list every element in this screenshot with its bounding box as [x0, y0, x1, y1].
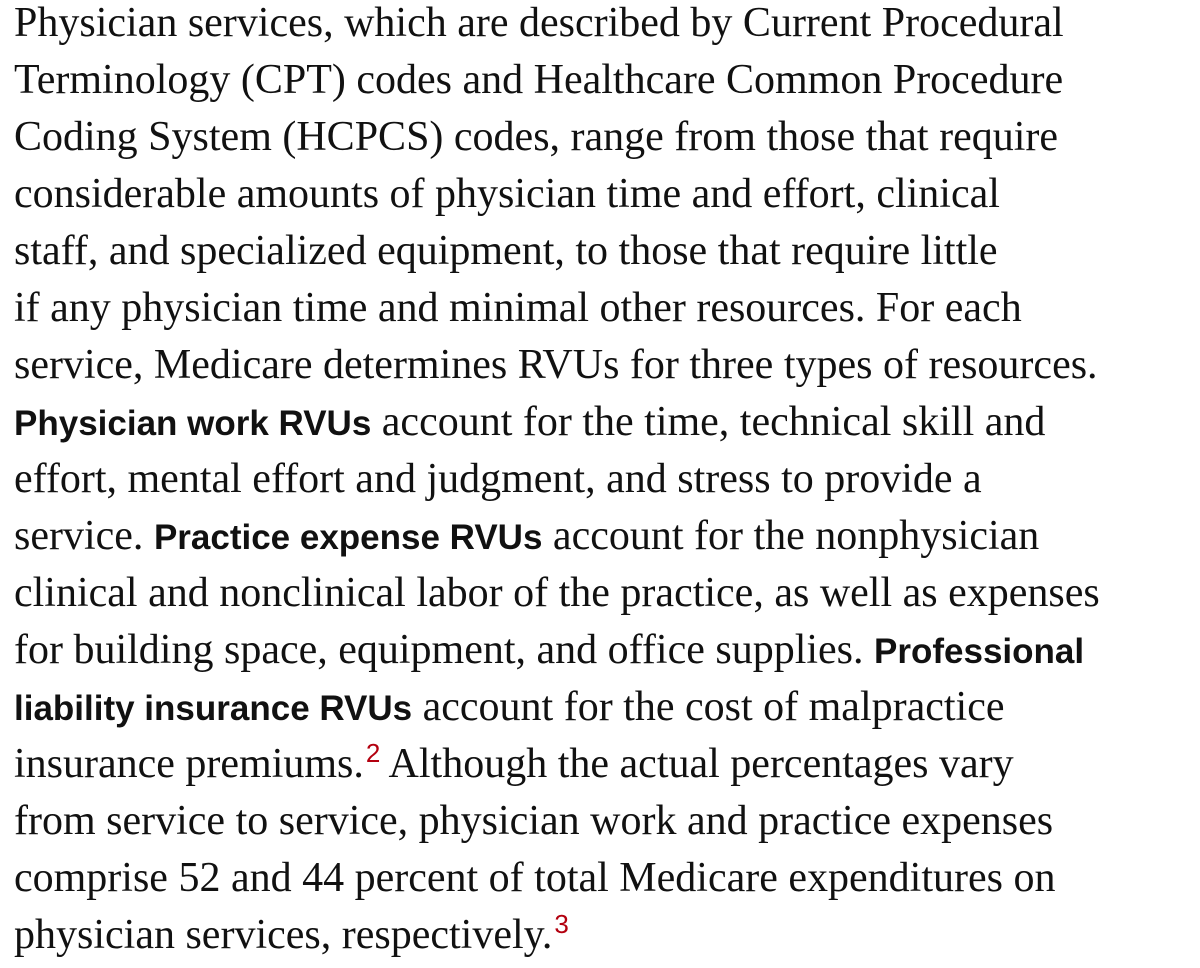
paragraph-line-3: Coding System (HCPCS) codes, range from those that require — [14, 114, 1059, 160]
line-text: physician services, respectively. — [14, 912, 553, 958]
line-text: Although the actual percentages vary — [380, 741, 1014, 787]
line-text: insurance premiums. — [14, 741, 364, 787]
term-practice-expense-rvus: Practice expense RVUs — [153, 518, 543, 557]
paragraph-line-4: considerable amounts of physician time and effort, clinical — [14, 171, 1000, 217]
paragraph-line-16: comprise 52 and 44 percent of total Medicare expenditures on — [14, 855, 1056, 901]
paragraph-line-9: effort, mental effort and judgment, and stress to provide a — [14, 456, 982, 502]
paragraph-line-8 — [14, 393, 1045, 453]
paragraph-line-12 — [14, 621, 1084, 681]
paragraph-line-13 — [14, 678, 1005, 738]
term-professional: Professional — [874, 632, 1085, 671]
paragraph-line-2: Terminology (CPT) codes and Healthcare Common Procedure — [14, 57, 1064, 103]
line-text: for building space, equipment, and office supplies. — [14, 627, 875, 673]
paragraph-line-6: if any physician time and minimal other resources. For each — [14, 285, 1022, 331]
paragraph-line-15: from service to service, physician work and practice expenses — [14, 798, 1054, 844]
paragraph-line-17 — [14, 906, 569, 968]
paragraph-line-10 — [14, 507, 1039, 567]
line-text: account for the nonphysician — [542, 513, 1040, 559]
line-text: account for the cost of malpractice — [412, 684, 1005, 730]
line-text: account for the time, technical skill and — [371, 399, 1046, 445]
term-physician-work-rvus: Physician work RVUs — [14, 404, 372, 443]
footnote-reference-2[interactable]: 2 — [365, 738, 381, 768]
paragraph-line-5: staff, and specialized equipment, to those that require little — [14, 228, 998, 274]
paragraph-line-1: Physician services, which are described by Current Procedural — [14, 0, 1064, 46]
paragraph-line-14 — [14, 735, 1014, 797]
paragraph-line-11: clinical and nonclinical labor of the practice, as well as expenses — [14, 570, 1100, 616]
line-text: service. — [14, 513, 154, 559]
footnote-reference-3[interactable]: 3 — [554, 909, 569, 939]
term-liability-insurance-rvus: liability insurance RVUs — [14, 689, 413, 728]
paragraph-line-7: service, Medicare determines RVUs for three types of resources. — [14, 342, 1098, 388]
